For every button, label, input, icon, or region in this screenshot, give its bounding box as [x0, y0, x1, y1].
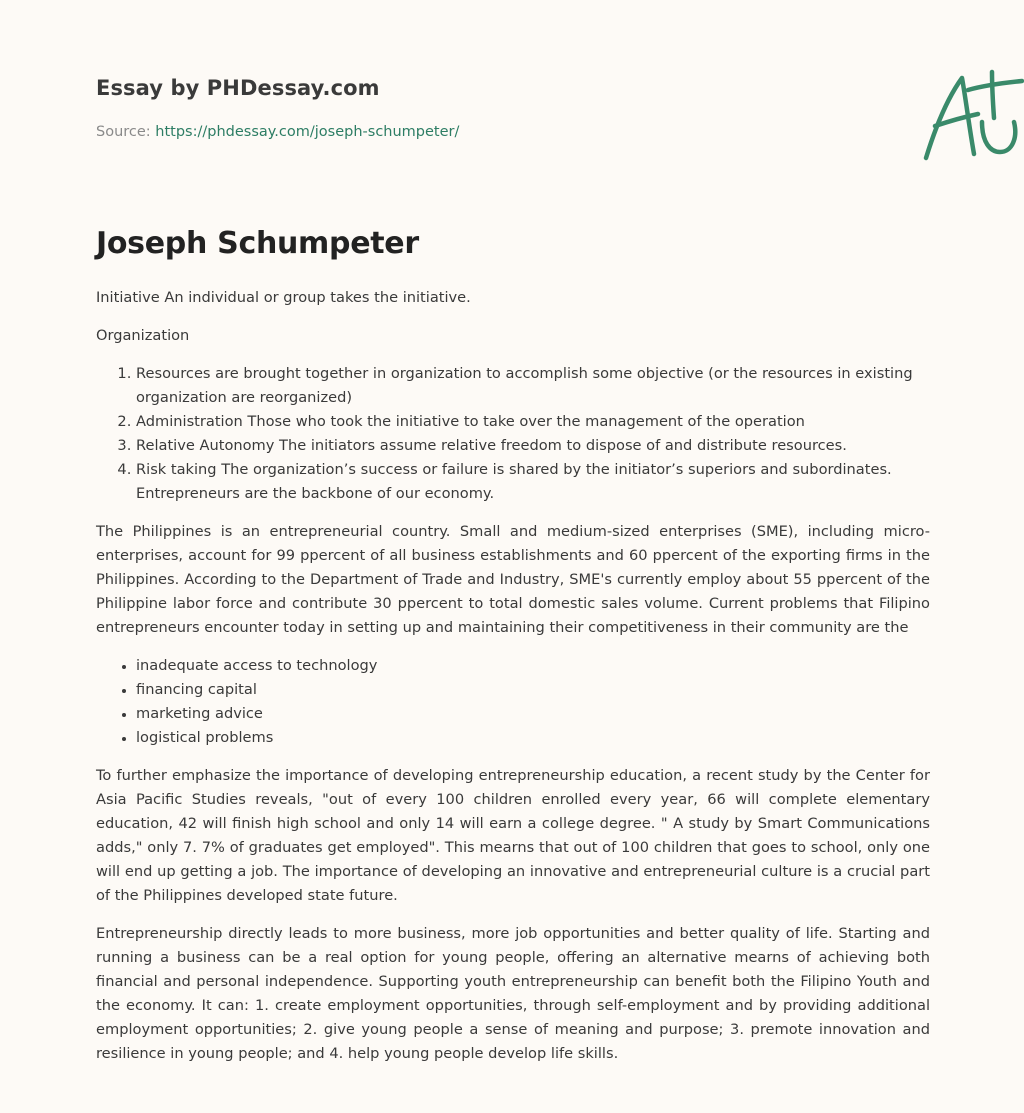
list-item: • marketing advice	[136, 702, 930, 726]
a-plus-grade-logo-icon	[920, 66, 1024, 166]
document-title: Joseph Schumpeter	[96, 226, 419, 261]
list-item: 1. Resources are brought together in organization to accomplish some objective (or the resources in existing organization are reorganized)	[136, 362, 930, 410]
numbered-list	[96, 362, 930, 506]
source-label: Source:	[96, 124, 156, 140]
list-item: • financing capital	[136, 678, 930, 702]
list-item: 2. Administration Those who took the initiative to take over the management of the operation	[136, 410, 930, 434]
brand-title: Essay by PHDessay.com	[96, 76, 380, 100]
paragraph: Entrepreneurship directly leads to more business, more job opportunities and better quality of life. Starting and running a business can be a real option for young people, offering an alternative mearns of achieving both financial and personal independence. Supporting youth entrepreneurship can benefit both the Filipino Youth and the economy. It can: 1. create employment opportunities, through self-employment and by providing additional employment opportunities; 2. give young people a sense of meaning and purpose; 3. premote innovation and resilience in young people; and 4. help young people develop life skills.	[96, 925, 930, 1062]
list-item: • logistical problems	[136, 726, 930, 750]
bullet-list	[96, 654, 930, 750]
source-line	[96, 124, 459, 140]
essay-body	[96, 286, 930, 1080]
paragraph: To further emphasize the importance of developing entrepreneurship education, a recent study by the Center for Asia Pacific Studies reveals, "out of every 100 children enrolled every year, 66 will complete elementary education, 42 will finish high school and only 14 will earn a college degree. " A study by Smart Communications adds," only 7. 7% of graduates get employed". This mearns that out of 100 children that goes to school, only one will end up getting a job. The importance of developing an innovative and entrepreneurial culture is a crucial part of the Philippines developed state future.	[96, 767, 930, 904]
list-item: 3. Relative Autonomy The initiators assume relative freedom to dispose of and distribute resources.	[136, 434, 930, 458]
organization-heading: Organization	[96, 327, 190, 344]
list-item: • inadequate access to technology	[136, 654, 930, 678]
paragraph: The Philippines is an entrepreneurial country. Small and medium-sized enterprises (SME), including micro-enterprises, account for 99 ppercent of all business establishments and 60 ppercent of the exporting firms in the Philippines. According to the Department of Trade and Industry, SME's currently employ about 55 ppercent of the Philippine labor force and contribute 30 ppercent to total domestic sales volume. Current problems that Filipino entrepreneurs encounter today in setting up and maintaining their competitiveness in their community are the	[96, 523, 930, 636]
source-link[interactable]: https://phdessay.com/joseph-schumpeter/	[155, 124, 460, 140]
list-item: 4. Risk taking The organization’s success or failure is shared by the initiator’s superiors and subordinates. Entrepreneurs are the backbone of our economy.	[136, 458, 930, 506]
intro-paragraph: Initiative An individual or group takes the initiative.	[96, 289, 471, 306]
